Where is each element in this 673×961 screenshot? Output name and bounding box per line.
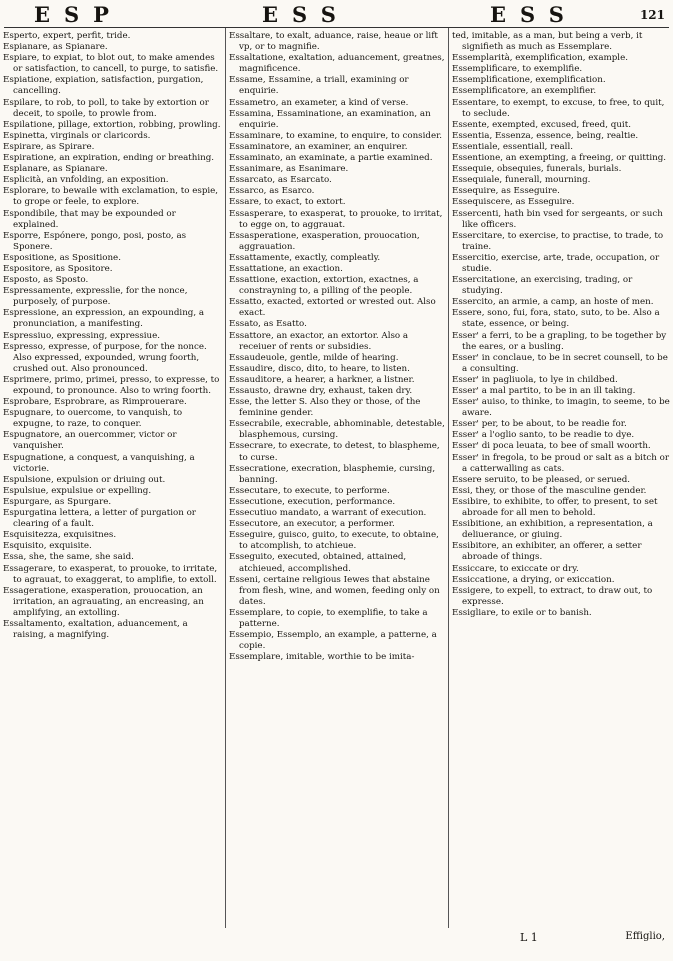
dictionary-entry: Essagerare, to exasperat, to prouoke, to irritate, to agrauat, to exaggerat, to amplifie, to extoll. (3, 563, 218, 585)
dictionary-entry: Essasperare, to exasperat, to prouoke, to irritat, to egge on, to aggrauat. (229, 208, 443, 230)
dictionary-entry: Essentione, an exempting, a freeing, or quitting. (452, 153, 667, 164)
dictionary-entry: Essecratione, execration, blasphemie, cursing, banning. (229, 463, 436, 485)
dictionary-entry: Essaminatore, an examiner, an enquirer. (229, 141, 408, 152)
dictionary-entry: Esseni, certaine religious Iewes that abstaine from flesh, wine, and women, feeding only on dates. (229, 574, 440, 607)
header-center-guideword: ESS (262, 2, 350, 27)
dictionary-entry: Essa, she, the same, she said. (3, 552, 134, 563)
dictionary-entry: Espresso, expresse, of purpose, for the nonce. Also expressed, expounded, wrung foorth, crushed out. Also pronounced. (3, 341, 207, 374)
dictionary-entry: Espugnatore, an ouercommer, victor or vanquisher. (3, 430, 177, 452)
dictionary-entry: Espugnatione, a conquest, a vanquishing, a victorie. (3, 452, 195, 474)
dictionary-entry: Espulsione, expulsion or driuing out. (3, 474, 166, 485)
dictionary-entry: Esser' in fregola, to be proud or salt as a bitch or a catterwalling as cats. (452, 452, 670, 474)
dictionary-entry: Essemplificatione, exemplification. (452, 75, 606, 86)
dictionary-entry: Esquisitezza, exquisitnes. (3, 530, 117, 541)
dictionary-entry: Essaltare, to exalt, aduance, raise, heaue or lift vp, or to magnifie. (229, 31, 438, 53)
dictionary-entry: Essamina, Essaminatione, an examination, an enquirie. (229, 108, 431, 130)
dictionary-entry: Esser' in pagliuola, to lye in childbed. (452, 374, 618, 385)
dictionary-entry: Essercitatione, an exercising, trading, or studying. (452, 275, 633, 297)
dictionary-entry: Essequire, as Esseguire. (452, 186, 560, 197)
dictionary-entry: Esse, the letter S. Also they or those, of the feminine gender. (229, 397, 421, 419)
dictionary-entry: Essemplarità, exemplification, example. (452, 53, 628, 64)
dictionary-entry: Espurgatina lettera, a letter of purgation or clearing of a fault. (3, 508, 196, 530)
dictionary-entry: Espiare, to expiat, to blot out, to make amendes or satisfaction, to cancell, to purge, to satisfie. (3, 53, 219, 75)
dictionary-entry: Essattore, an exactor, an extortor. Also a receiuer of rents or subsidies. (229, 330, 409, 352)
catchword: Effiglio, (625, 931, 665, 942)
dictionary-entry: Essiccatione, a drying, or exiccation. (452, 574, 615, 585)
column-rule (448, 28, 449, 928)
dictionary-entry: Essercitare, to exercise, to practise, to trade, to traine. (452, 230, 664, 252)
dictionary-entry: Esseguito, executed, obtained, attained, atchieued, accomplished. (229, 552, 407, 574)
dictionary-entry: Esser' auiso, to thinke, to imagin, to seeme, to be aware. (452, 397, 670, 419)
column-rule (225, 28, 226, 928)
dictionary-entry: Essaudeuole, gentle, milde of hearing. (229, 352, 399, 363)
dictionary-entry: Esporre, Espónere, pongo, posi, posto, as Sponere. (3, 230, 187, 252)
dictionary-entry: Essi, they, or those of the masculine gender. (452, 485, 647, 496)
dictionary-entry: Essente, exempted, excused, freed, quit. (452, 119, 631, 130)
dictionary-entry: Essemplare, imitable, worthie to be imita- (229, 652, 415, 663)
dictionary-entry: Essato, as Esatto. (229, 319, 307, 330)
dictionary-entry: Esposto, as Sposto. (3, 275, 89, 286)
dictionary-entry: Essercito, an armie, a camp, an hoste of men. (452, 297, 654, 308)
dictionary-entry: Espiatione, expiation, satisfaction, purgation, cancelling. (3, 75, 204, 97)
dictionary-entry: Essarco, as Esarco. (229, 186, 315, 197)
dictionary-entry: Essatto, exacted, extorted or wrested out. Also exact. (229, 297, 436, 319)
dictionary-entry: Essaltamento, exaltation, aduancement, a raising, a magnifying. (3, 618, 188, 641)
dictionary-entry: Essercenti, hath bin vsed for sergeants, or such like officers. (452, 208, 663, 230)
column-1 (3, 31, 222, 929)
dictionary-entry: Essempio, Essemplo, an example, a patterne, a copie. (229, 630, 437, 652)
dictionary-entry: Essibire, to exhibite, to offer, to present, to set abroade for all men to behold. (452, 496, 658, 519)
dictionary-entry: Essageratione, exasperation, prouocation, an irritation, an agrauating, an encreasing, an amplifying, an extolling. (3, 585, 204, 618)
dictionary-entry: Essametro, an exameter, a kind of verse. (229, 97, 409, 108)
dictionary-entry: Esser' per, to be about, to be readie for. (452, 419, 627, 430)
dictionary-entry: Esser' a mal partito, to be in an ill taking. (452, 386, 636, 396)
dictionary-entry: Essibitione, an exhibition, a representation, a deliuerance, or giuing. (452, 519, 653, 541)
header-left-guideword: ESP (34, 2, 123, 27)
dictionary-entry: Espulsiue, expulsiue or expelling. (3, 485, 152, 496)
dictionary-entry: Espilare, to rob, to poll, to take by extortion or deceit, to spoile, to prowle from. (3, 97, 209, 119)
dictionary-entry: Essentiale, essentiall, reall. (452, 141, 574, 152)
dictionary-entry: Essiccare, to exiccate or dry. (452, 563, 579, 574)
dictionary-entry: Espilatione, pillage, extortion, robbing, prowling. (3, 119, 221, 130)
dictionary-entry: Espugnare, to ouercome, to vanquish, to expugne, to raze, to conquer. (3, 408, 183, 430)
dictionary-entry: Essequiale, funerall, mourning. (452, 175, 591, 186)
dictionary-entry: Essecutore, an executor, a performer. (229, 519, 395, 530)
dictionary-entry: Esplicità, an vnfolding, an exposition. (3, 175, 169, 186)
dictionary-entry: Essarcato, as Esarcato. (229, 175, 332, 186)
dictionary-entry: Essecutare, to execute, to performe. (229, 485, 390, 496)
dictionary-entry: Essaminare, to examine, to enquire, to consider. (229, 130, 443, 141)
dictionary-entry: Essecutione, execution, performance. (229, 496, 396, 507)
dictionary-entry: Essigere, to expell, to extract, to draw out, to expresse. (452, 585, 653, 607)
dictionary-entry: Essaminato, an examinate, a partie examined. (229, 153, 433, 164)
column-2 (229, 31, 446, 929)
dictionary-entry: Espondibile, that may be expounded or explained. (3, 208, 176, 230)
dictionary-entry: Essecrabile, execrable, abhominable, detestable, blasphemous, cursing. (229, 419, 445, 441)
dictionary-entry: Essattamente, exactly, compleatly. (229, 252, 381, 263)
dictionary-entry: Esser' in conclaue, to be in secret counsell, to be a consulting. (452, 352, 668, 374)
header-right-guideword: ESS (490, 2, 578, 27)
dictionary-entry: Esprobare, Esprobrare, as Rimprouerare. (3, 397, 187, 408)
dictionary-entry: Essentia, Essenza, essence, being, realtie. (452, 130, 639, 141)
header-rule (4, 27, 669, 28)
dictionary-entry: Espirare, as Spirare. (3, 141, 95, 152)
dictionary-entry: Esprimere, primo, primei, presso, to expresse, to expound, to pronounce. Also to wring foorth. (3, 374, 220, 396)
dictionary-entry: Essemplificatore, an exemplifier. (452, 86, 597, 97)
dictionary-entry: Essemplificare, to exemplifie. (452, 64, 583, 75)
dictionary-entry: Essere, sono, fui, fora, stato, suto, to be. Also a state, essence, or being. (452, 308, 660, 330)
dictionary-entry: Essecrare, to execrate, to detest, to blaspheme, to curse. (229, 441, 440, 463)
dictionary-entry: Essauditore, a hearer, a harkner, a listner. (229, 374, 415, 385)
column-3 (452, 31, 670, 929)
dictionary-entry: Esser' a l'oglio santo, to be readie to dye. (452, 430, 635, 441)
dictionary-entry: Essequie, obsequies, funerals, burials. (452, 164, 622, 175)
dictionary-entry: ted, imitable, as a man, but being a verb, it signifieth as much as Essemplare. (452, 31, 643, 53)
dictionary-entry: Essanimare, as Esanimare. (229, 164, 349, 175)
dictionary-entry: Esplanare, as Spianare. (3, 164, 108, 175)
dictionary-entry: Essattione, exaction, extortion, exactnes, a constrayning to, a pilling of the people. (229, 275, 419, 297)
dictionary-entry: Espressamente, expresslie, for the nonce, purposely, of purpose. (3, 286, 188, 308)
dictionary-entry: Esperto, expert, perfit, tride. (3, 31, 131, 41)
dictionary-entry: Esquisito, exquisite. (3, 541, 92, 552)
dictionary-entry: Espositore, as Spositore. (3, 263, 113, 274)
dictionary-entry: Essibitore, an exhibiter, an offerer, a setter abroade of things. (452, 541, 642, 563)
dictionary-entry: Essare, to exact, to extort. (229, 197, 346, 208)
page-number: 121 (639, 8, 665, 22)
dictionary-entry: Essattatione, an exaction. (229, 263, 343, 274)
dictionary-entry: Esseguire, guisco, guito, to execute, to obtaine, to atcomplish, to atchieue. (229, 530, 439, 552)
dictionary-entry: Esplorare, to bewaile with exclamation, to espie, to grope or feele, to explore. (3, 186, 219, 208)
dictionary-entry: Essequiscere, as Esseguire. (452, 197, 575, 208)
signature-mark: L 1 (520, 931, 538, 944)
dictionary-entry: Essasperatione, exasperation, prouocation, aggrauation. (229, 230, 420, 252)
dictionary-entry: Essigliare, to exile or to banish. (452, 607, 592, 618)
dictionary-entry: Espositione, as Spositione. (3, 252, 121, 263)
dictionary-entry: Esser' a ferri, to be a grapling, to be together by the eares, or a busling. (452, 330, 667, 352)
dictionary-entry: Essemplare, to copie, to exemplifie, to take a patterne. (229, 607, 428, 629)
dictionary-entry: Espianare, as Spianare. (3, 42, 108, 53)
dictionary-entry: Essercitio, exercise, arte, trade, occupation, or studie. (452, 252, 660, 274)
dictionary-entry: Essaudire, disco, dito, to heare, to listen. (229, 363, 410, 374)
dictionary-entry: Essecutiuo mandato, a warrant of execution. (229, 508, 427, 519)
dictionary-entry: Espressione, an expression, an expounding, a pronunciation, a manifesting. (3, 308, 205, 330)
dictionary-entry: Esser' di poca leuata, to bee of small woorth. (452, 441, 651, 452)
dictionary-entry: Essame, Essamine, a triall, examining or enquirie. (229, 75, 409, 97)
dictionary-entry: Essaltatione, exaltation, aduancement, greatnes, magnificence. (229, 53, 445, 75)
dictionary-entry: Espurgare, as Spurgare. (3, 496, 112, 507)
dictionary-entry: Essentare, to exempt, to excuse, to free, to quit, to seclude. (452, 97, 665, 119)
dictionary-entry: Essere seruito, to be pleased, or serued. (452, 474, 631, 485)
dictionary-entry: Espiratione, an expiration, ending or breathing. (3, 153, 215, 164)
dictionary-entry: Espinetta, virginals or claricords. (3, 130, 151, 141)
dictionary-entry: Essausto, drawne dry, exhaust, taken dry. (229, 386, 413, 396)
dictionary-entry: Espressiuo, expressing, expressiue. (3, 330, 161, 341)
